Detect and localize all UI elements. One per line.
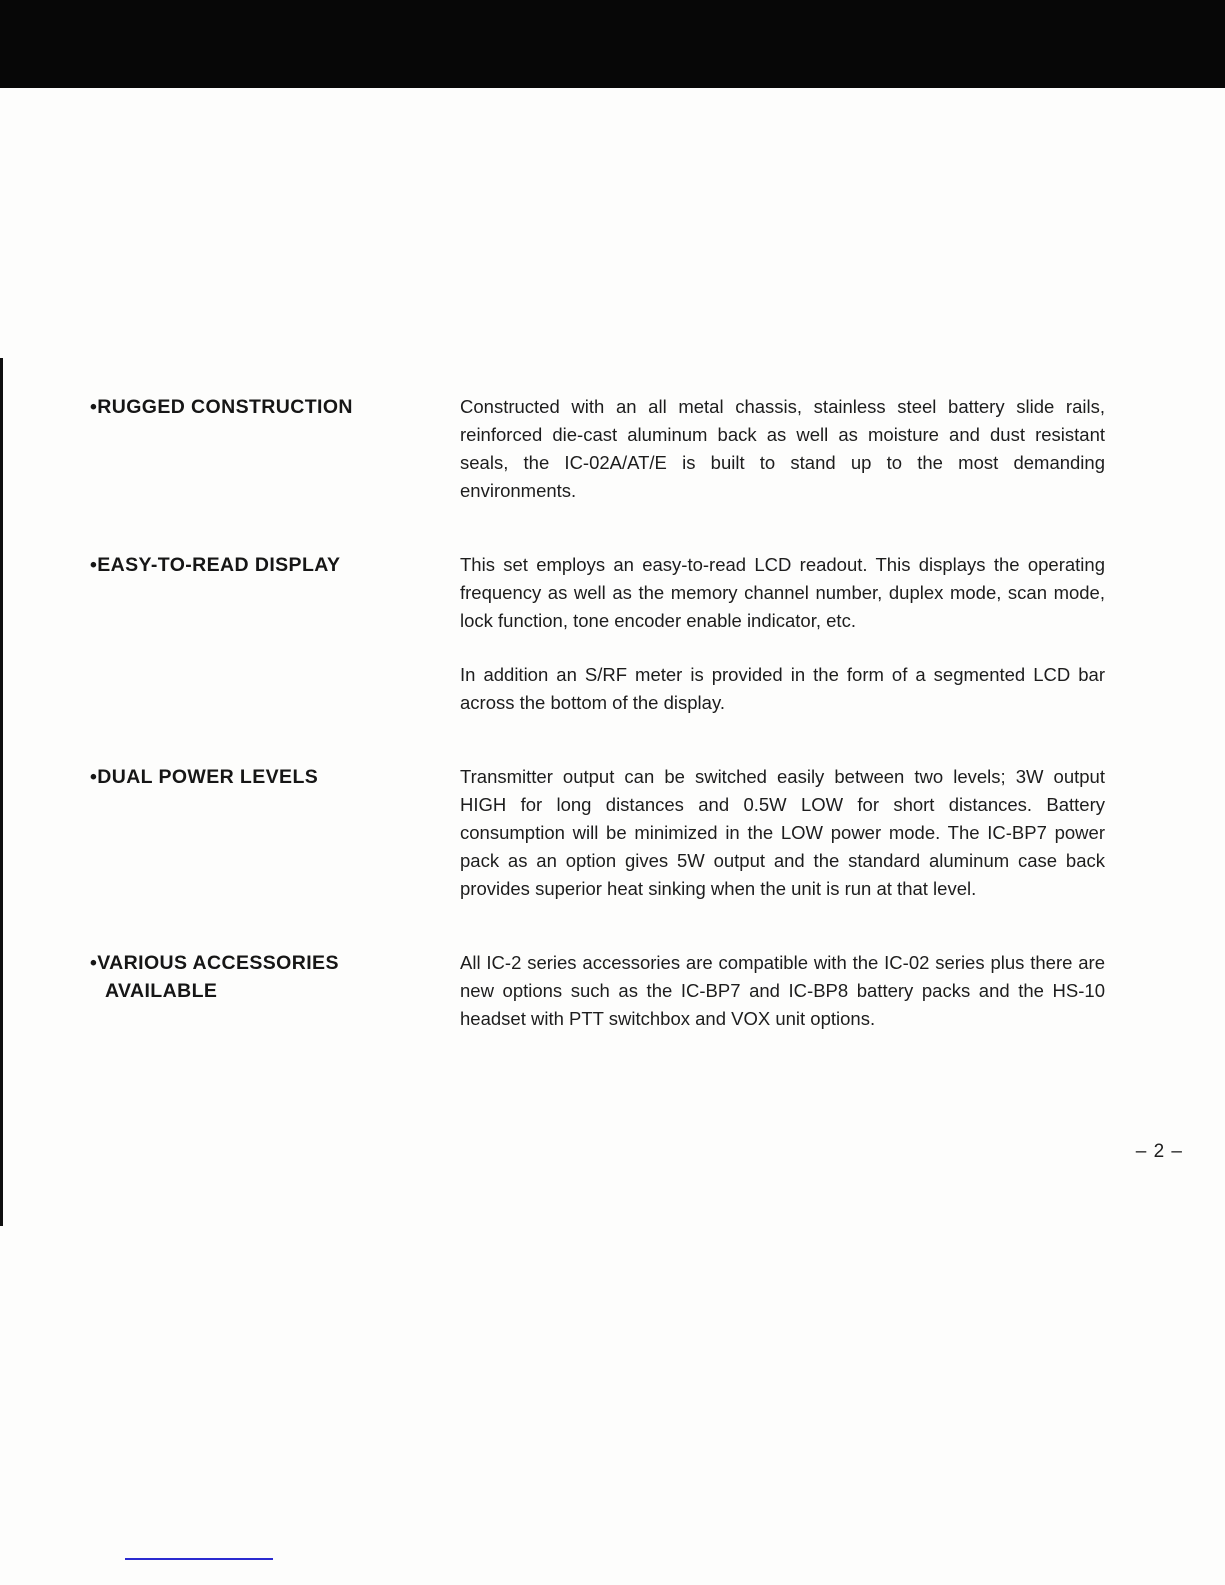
page-content [0, 88, 1225, 1079]
section-dual-power-levels [90, 763, 1105, 903]
body-paragraph: This set employs an easy-to-read LCD readout. This displays the operating frequency as well as the memory channel number, duplex mode, scan mode, lock function, tone encoder enable indicator, etc. [460, 554, 1105, 631]
page-number: – 2 – [1135, 1141, 1183, 1162]
body-paragraph: All IC-2 series accessories are compatible with the IC-02 series plus there are new options such as the IC-BP7 and IC-BP8 battery packs and the HS-10 headset with PTT switchbox and VOX unit options. [460, 952, 1105, 1029]
heading-column [90, 393, 460, 505]
body-column [460, 393, 1105, 505]
scan-top-bar [0, 0, 1225, 88]
section-easy-to-read-display [90, 551, 1105, 717]
body-column [460, 551, 1105, 717]
body-column [460, 763, 1105, 903]
body-paragraph: Constructed with an all metal chassis, stainless steel battery slide rails, reinforced die-cast aluminum back as well as moisture and dust resistant seals, the IC-02A/AT/E is built to stand up to the most demanding environments. [460, 396, 1105, 501]
heading-column [90, 763, 460, 903]
section-heading: •DUAL POWER LEVELS [90, 766, 319, 788]
heading-column [90, 949, 460, 1033]
section-various-accessories [90, 949, 1105, 1033]
section-heading-line2: AVAILABLE [105, 980, 218, 1002]
section-heading: •RUGGED CONSTRUCTION [90, 396, 353, 418]
section-heading: •EASY-TO-READ DISPLAY [90, 554, 341, 576]
body-paragraph: In addition an S/RF meter is provided in the form of a segmented LCD bar across the bottom of the display. [460, 664, 1105, 713]
section-rugged-construction [90, 393, 1105, 505]
footer-blue-line [125, 1558, 273, 1560]
section-heading: •VARIOUS ACCESSORIES [90, 952, 339, 974]
body-paragraph: Transmitter output can be switched easily between two levels; 3W output HIGH for long distances and 0.5W LOW for short distances. Battery consumption will be minimized in the LOW power mode. The IC-BP7 power pack as an option gives 5W output and the standard aluminum case back provides superior heat sinking when the unit is run at that level. [460, 766, 1105, 899]
heading-column [90, 551, 460, 717]
body-column [460, 949, 1105, 1033]
